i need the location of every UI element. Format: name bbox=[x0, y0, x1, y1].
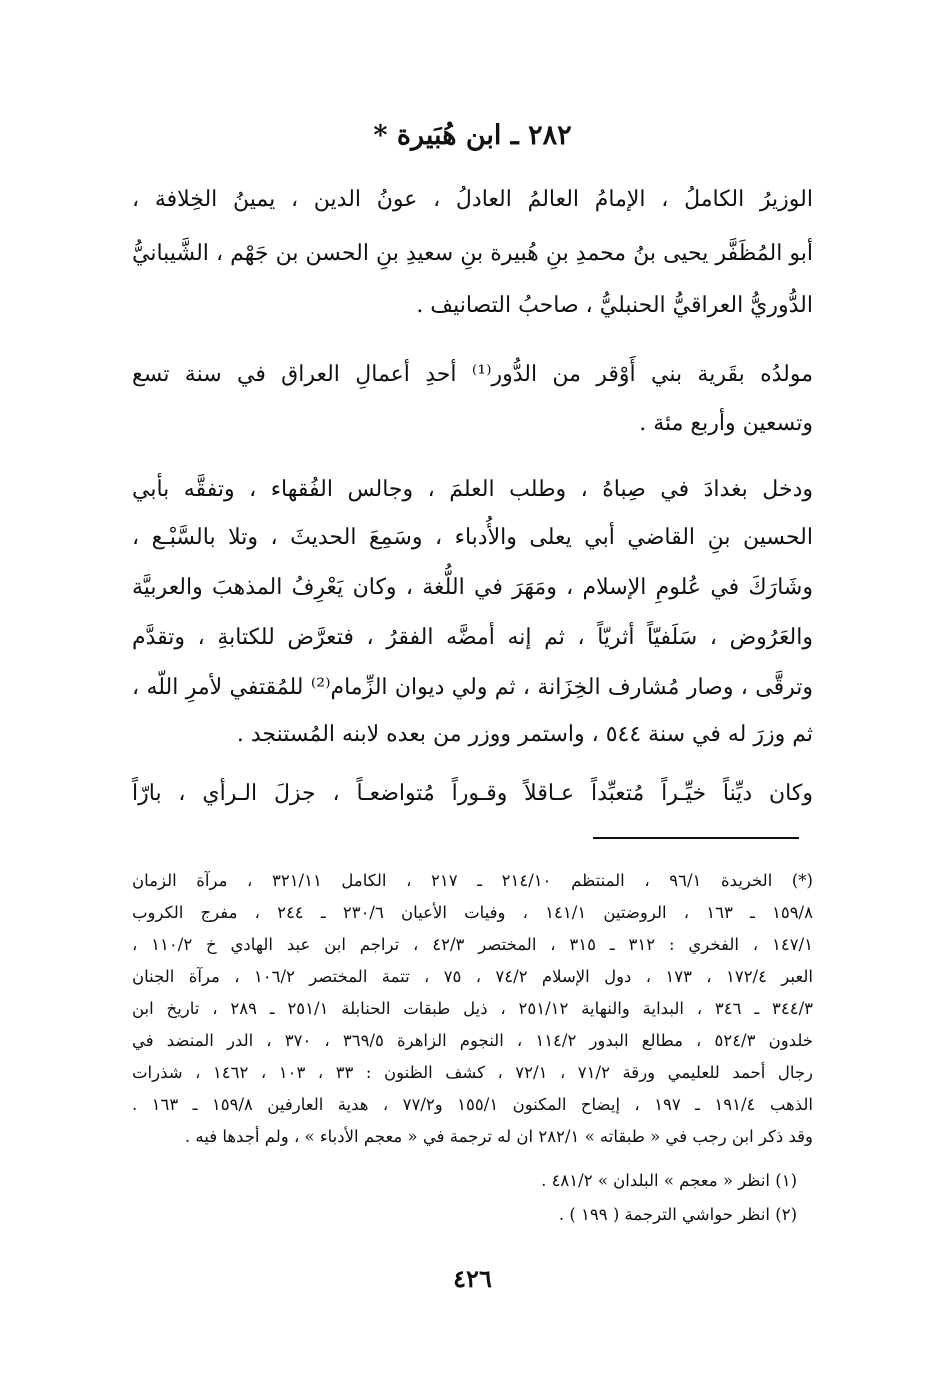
body-line: والعَرُوض ، سَلَفيّاً أثريّاً ، ثم إنه أمضَّه الفقرُ ، فتعرَّض للكتابةِ ، وتقدَّم bbox=[132, 625, 813, 650]
footnote-line: رجال أحمد للعليمي ورقة ٧١/٢ ، ٧٢/١ ، كشف الظنون : ٣٣ ، ١٠٣ ، ١٤٦٢ ، شذرات bbox=[132, 1063, 814, 1082]
body-line: مولدُه بقَرية بني أَوْقر من الدُّور⁽¹⁾ أحدِ أعمالِ العراق في سنة تسع bbox=[132, 362, 813, 387]
note-2: (٢) انظر حواشي الترجمة ( ١٩٩ ) . bbox=[558, 1205, 797, 1224]
footnote-line: الذهب ١٩١/٤ ـ ١٩٧ ، إيضاح المكنون ١٥٥/١ و٧٧/٢ ، هدية العارفين ١٥٩/٨ ـ ١٦٣ . bbox=[132, 1095, 813, 1114]
footnote-line: ١٥٩/٨ ـ ١٦٣ ، الروضتين ١٤١/١ ، وفيات الأعيان ٢٣٠/٦ ـ ٢٤٤ ، مفرج الكروب bbox=[132, 903, 813, 922]
body-line: وتسعين وأربع مئة . bbox=[639, 411, 813, 436]
body-line: ودخل بغدادَ في صِباهُ ، وطلب العلمَ ، وجالس الفُقهاء ، وتفقَّه بأبي bbox=[132, 477, 813, 502]
footnote-line: وقد ذكر ابن رجب في « طبقاته » ٢٨٢/١ ان له ترجمة في « معجم الأدباء » ، ولم أجدها فيه . bbox=[184, 1127, 813, 1146]
body-line: الحسين بنِ القاضي أبي يعلى والأُدباء ، وسَمِعَ الحديثَ ، وتلا بالسَّبْـع ، bbox=[132, 525, 813, 550]
body-line: ثم وزرَ له في سنة ٥٤٤ ، واستمر ووزر من بعده لابنه المُستنجد . bbox=[236, 722, 813, 747]
footnote-divider bbox=[593, 837, 799, 839]
footnote-line: خلدون ٥٢٤/٣ ، مطالع البدور ١١٤/٢ ، النجوم الزاهرة ٣٦٩/٥ ، ٣٧٠ ، الدر المنضد في bbox=[132, 1031, 813, 1050]
note-1: (١) انظر « معجم » البلدان » ٤٨١/٢ . bbox=[541, 1171, 797, 1190]
footnote-line: العبر ١٧٢/٤ ، ١٧٣ ، دول الإسلام ٧٤/٢ ، ٧٥ ، تتمة المختصر ١٠٦/٢ ، مرآة الجنان bbox=[132, 967, 813, 986]
footnote-line: ١٤٧/١ ، الفخري : ٣١٢ ـ ٣١٥ ، المختصر ٤٢/٣ ، تراجم ابن عبد الهادي خ ١١٠/٢ ، bbox=[132, 935, 813, 954]
body-line: الدُّوريُّ العراقيُّ الحنبليُّ ، صاحبُ التصانيف . bbox=[416, 293, 813, 318]
entry-title: ٢٨٢ ـ ابن هُبَيرة * bbox=[373, 120, 572, 151]
body-line: وشَارَكَ في عُلومِ الإسلام ، ومَهَرَ في اللُّغة ، وكان يَعْرِفُ المذهبَ والعربيَّة bbox=[132, 575, 813, 600]
body-line: أبو المُظَفَّر يحيى بنُ محمدِ بنِ هُبيرة بنِ سعيدِ بنِ الحسن بن جَهْم ، الشَّيبانيُّ bbox=[132, 241, 813, 266]
body-line: وترقَّى ، وصار مُشارف الخِزَانة ، ثم ولي ديوان الزِّمام⁽²⁾ للمُقتفي لأمرِ اللّه ، bbox=[132, 675, 814, 700]
footnote-line: ٣٤٤/٣ ـ ٣٤٦ ، البداية والنهاية ٢٥١/١٢ ، ذيل طبقات الحنابلة ٢٥١/١ ـ ٢٨٩ ، تاريخ ابن bbox=[132, 999, 813, 1018]
footnote-line: (*) الخريدة ٩٦/١ ، المنتظم ٢١٤/١٠ ـ ٢١٧ ، الكامل ٣٢١/١١ ، مرآة الزمان bbox=[132, 871, 813, 890]
body-line: وكان ديِّناً خيِّـراً مُتعبِّداً عـاقلاً وقـوراً مُتواضعـاً ، جزلَ الـرأي ، بارّاً bbox=[132, 781, 813, 806]
body-line: الوزيرُ الكاملُ ، الإمامُ العالمُ العادلُ ، عونُ الدين ، يمينُ الخِلافة ، bbox=[132, 187, 813, 212]
page-number: ٤٢٦ bbox=[453, 1264, 492, 1293]
